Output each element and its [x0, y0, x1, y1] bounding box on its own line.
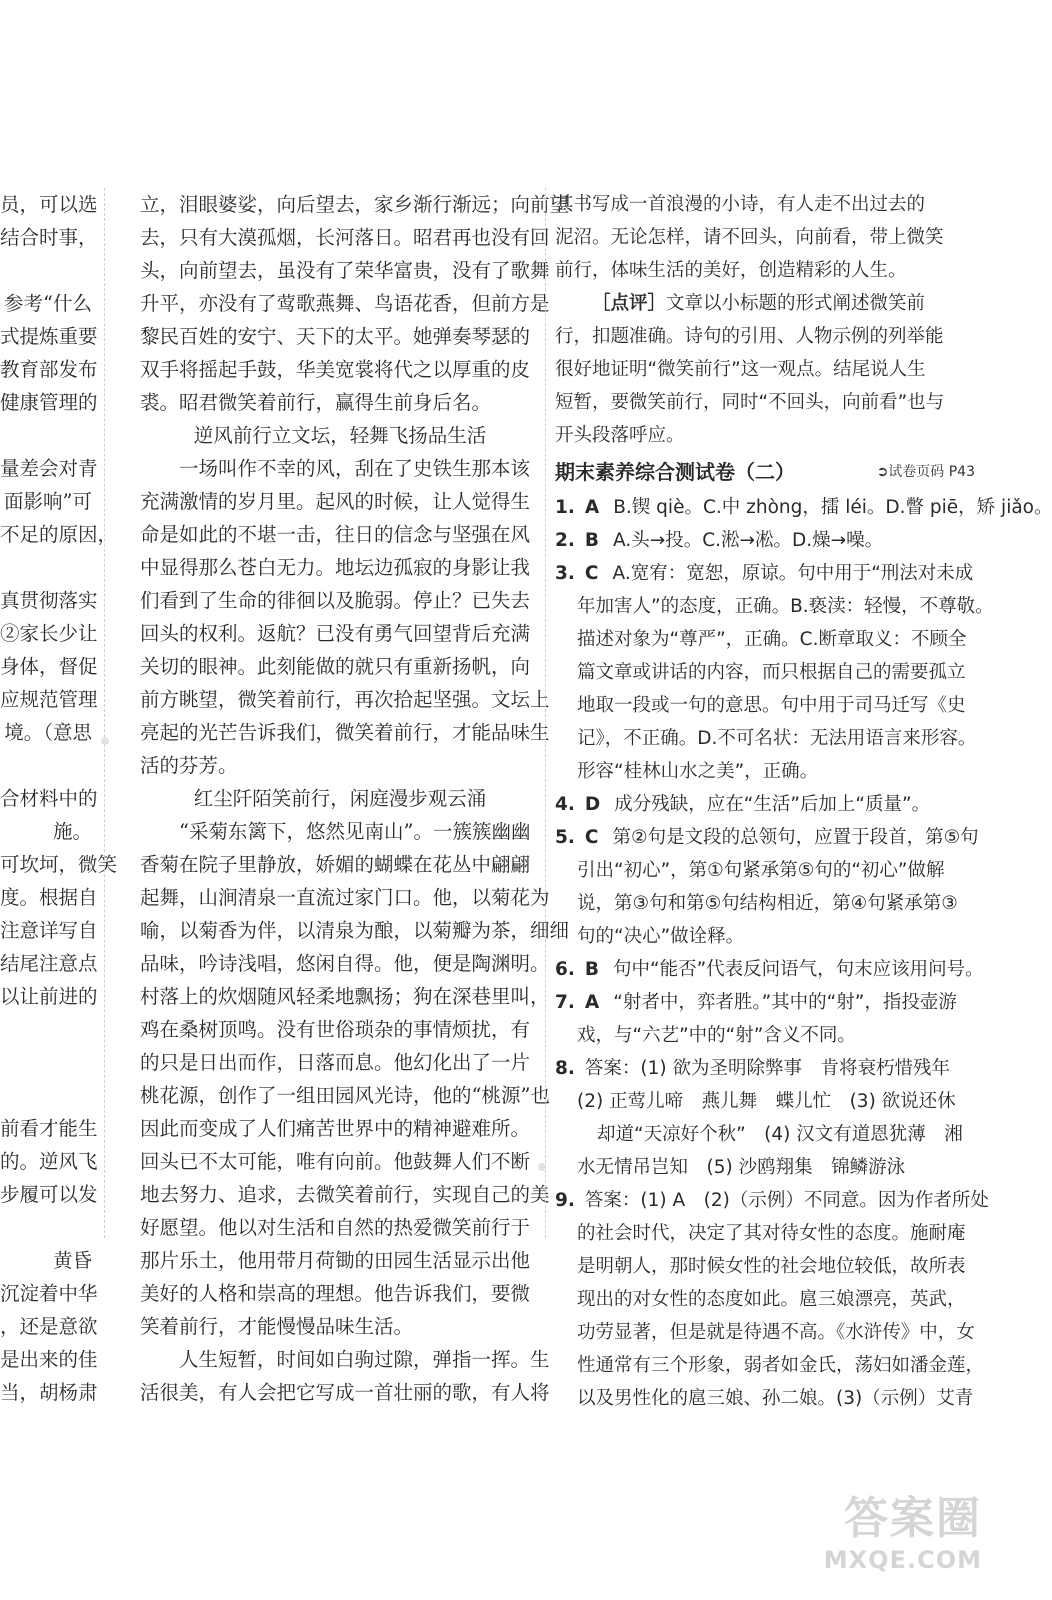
review-tag: ［点评］	[592, 293, 667, 314]
text-line: 关切的眼神。此刻能做的就只有重新扬帆，向	[140, 655, 531, 678]
text-line	[0, 1079, 100, 1112]
text-line: 度。根据自	[0, 886, 98, 909]
answer-line: 答案：(1) 欲为圣明除弊事 肯将衰朽惜残年	[584, 1058, 950, 1079]
text-line: 鸡在桑树顶鸣。没有世俗琐杂的事情烦扰，有	[140, 1018, 531, 1041]
text-line: 参考“什么	[4, 292, 92, 315]
text-line: 注意详写自	[0, 919, 98, 942]
answer-item	[555, 953, 984, 986]
text-line: 充满激情的岁月里。起风的时候，让人觉得生	[140, 490, 531, 513]
column-divider	[545, 188, 546, 1238]
text-line: 健康管理的	[0, 391, 98, 414]
answer-line: 句中“能否”代表反问语气，句末应该用问号。	[613, 959, 984, 980]
essay-ending	[555, 188, 975, 287]
text-line	[0, 1013, 100, 1046]
answer-line: 性通常有三个形象，弱者如金氏，荡妇如潘金莲，	[577, 1355, 985, 1376]
text-line: 去，只有大漠孤烟，长河落日。昭君再也没有回	[140, 226, 550, 249]
text-line: 的。逆风飞	[0, 1150, 98, 1173]
answer-choice: D	[584, 794, 601, 815]
text-line: 沉淀着中华	[0, 1282, 98, 1305]
text-line: 桃花源，创作了一组田园风光诗，他的“桃源”也	[140, 1084, 550, 1107]
answer-choice: A	[584, 497, 600, 518]
text-line: 不足的原因，	[0, 523, 118, 546]
text-line: 其书写成一首浪漫的小诗，有人走不出过去的	[555, 194, 926, 215]
answer-choice: B	[584, 530, 600, 551]
text-line: 亮起的光芒告诉我们，微笑着前行，才能品味生	[140, 721, 550, 744]
question-number: 2.	[555, 530, 575, 551]
review-line: 文章以小标题的形式阐述微笑前	[666, 293, 926, 314]
answer-line: “射者中，弈者胜。”其中的“射”，指投壶游	[613, 992, 957, 1013]
question-number: 1.	[555, 497, 575, 518]
text-line: 头，向前望去，虽没有了荣华富贵，没有了歌舞	[140, 259, 550, 282]
column-divider	[104, 188, 105, 1238]
review-paragraph	[555, 287, 975, 320]
text-line	[0, 749, 100, 782]
text-line: 教育部发布	[0, 358, 98, 381]
text-line: 回头已不太可能，唯有向前。他鼓舞人们不断	[140, 1150, 531, 1173]
answer-line: 描述对象为“尊严”，正确。C.断章取义：不顾全	[577, 629, 967, 650]
watermark-text: 答案圈	[844, 1493, 982, 1544]
text-line: 施。	[52, 820, 92, 843]
answer-item	[555, 491, 1052, 524]
text-line: 活的芬芳。	[140, 754, 238, 777]
text-line: 人生短暂，时间如白驹过隙，弹指一挥。生	[179, 1348, 550, 1371]
review-line: 开头段落呼应。	[555, 425, 685, 446]
text-line: 式提炼重要	[0, 325, 98, 348]
answer-item	[555, 986, 975, 1019]
answer-line: 第②句是文段的总领句，应置于段首，第⑤句	[612, 827, 979, 848]
question-number: 9.	[555, 1190, 575, 1211]
text-line: 升平，亦没有了莺歌燕舞、鸟语花香，但前方是	[140, 292, 550, 315]
section-header	[555, 456, 975, 489]
question-number: 6.	[555, 959, 575, 980]
left-column-fragment	[0, 188, 118, 1409]
text-line: 裘。昭君微笑着前行，赢得生前身后名。	[140, 391, 492, 414]
text-line: 中显得那么苍白无力。地坛边孤寂的身影让我	[140, 556, 531, 579]
section-title: 期末素养综合测试卷（二）	[555, 460, 795, 484]
answer-line: 记》，不正确。D.不可名状：无法用语言来形容。	[577, 728, 977, 749]
answer-line: 戏，与“六艺”中的“射”含义不同。	[577, 1025, 856, 1046]
answer-line: 以及男性化的扈三娘、孙二娘。(3)（示例）艾青	[577, 1388, 974, 1409]
text-line: 回头的权利。返航？已没有勇气回望背后充满	[140, 622, 531, 645]
text-line: 那片乐土，他用带月荷锄的田园生活显示出他	[140, 1249, 531, 1272]
answer-choice: C	[584, 827, 599, 848]
text-line: 合材料中的	[0, 787, 98, 810]
text-line: 双手将摇起手鼓，华美宽裳将代之以厚重的皮	[140, 358, 531, 381]
page-reference: ➲试卷页码 P43	[876, 464, 975, 480]
text-line: 量差会对青	[0, 457, 98, 480]
text-line: 品味，吟诗浅唱，悠闲自得。他，便是陶渊明。	[140, 952, 550, 975]
answer-line: 却道“天凉好个秋” (4) 汉文有道恩犹薄 湘	[597, 1124, 963, 1145]
text-line: 村落上的炊烟随风轻柔地飘扬；狗在深巷里叫，	[140, 985, 550, 1008]
answer-choice: A	[584, 992, 600, 1013]
text-line	[0, 551, 100, 584]
text-line: 立，泪眼婆娑，向后望去，家乡渐行渐远；向前望	[140, 193, 570, 216]
middle-column-essay	[140, 188, 570, 1409]
text-line: 香菊在院子里静放，娇媚的蝴蝶在花丛中翩翩	[140, 853, 531, 876]
answer-choice: B	[584, 959, 600, 980]
answer-item-8	[555, 1052, 975, 1085]
text-line: 黎民百姓的安宁、天下的太平。她弹奏琴瑟的	[140, 325, 531, 348]
answer-list	[555, 491, 1052, 1052]
answer-line: 篇文章或讲话的内容，而只根据自己的需要孤立	[577, 662, 966, 683]
answer-line: 引出“初心”，第①句紧承第⑤句的“初心”做解	[577, 860, 945, 881]
answer-line: 的社会时代，决定了其对待女性的态度。施耐庵	[577, 1223, 966, 1244]
text-line: 真贯彻落实	[0, 589, 98, 612]
question-number: 3.	[555, 563, 575, 584]
subheading: 逆风前行立文坛，轻舞飞扬品生活	[193, 424, 487, 447]
answer-line: 年加害人”的态度，正确。B.亵渎：轻慢，不尊敬。	[577, 596, 994, 617]
text-line: 们看到了生命的徘徊以及脆弱。停止？已失去	[140, 589, 531, 612]
answer-line: 成分残缺，应在“生活”后加上“质量”。	[614, 794, 931, 815]
text-line: 好愿望。他以对生活和自然的热爱微笑前行于	[140, 1216, 531, 1239]
answer-line: 说，第③句和第⑤句结构相近，第④句紧承第③	[577, 893, 958, 914]
answer-line: 水无情吊岂知 (5) 沙鸥翔集 锦鳞游泳	[577, 1157, 906, 1178]
text-line: 泥沼。无论怎样，请不回头，向前看，带上微笑	[555, 227, 944, 248]
answer-line: A.宽宥：宽恕，原谅。句中用于“刑法对未成	[612, 563, 974, 584]
answer-line: 句的“决心”做诠释。	[577, 926, 745, 947]
text-line	[0, 419, 100, 452]
answer-line: B.锲 qiè。C.中 zhòng，擂 léi。D.瞥 piē，矫 jiǎo。	[613, 497, 1052, 518]
question-number: 4.	[555, 794, 575, 815]
question-number: 7.	[555, 992, 575, 1013]
text-line: 面影响”可	[4, 490, 92, 513]
text-line: 因此而变成了人们痛苦世界中的精神避难所。	[140, 1117, 531, 1140]
text-line: 笑着前行，才能慢慢品味生活。	[140, 1315, 414, 1338]
answer-line: 功劳显著，但是就是待遇不高。《水浒传》中，女	[577, 1322, 975, 1343]
text-line: 是出来的佳	[0, 1348, 98, 1371]
text-line: 应规范管理	[0, 688, 98, 711]
text-line: 黄昏	[52, 1249, 92, 1272]
text-line: 喻，以菊香为伴，以清泉为酿，以菊瓣为茶，细细	[140, 919, 570, 942]
answer-item	[555, 524, 975, 557]
watermark-logo	[824, 1482, 982, 1574]
answer-line: 现出的对女性的态度如此。扈三娘漂亮，英武，	[577, 1289, 966, 1310]
review-line: 短暂，要微笑前行，同时“不回头，向前看”也与	[555, 392, 945, 413]
text-line: 命是如此的不堪一击，往日的信念与坚强在风	[140, 523, 531, 546]
question-number: 8.	[555, 1058, 575, 1079]
question-number: 5.	[555, 827, 575, 848]
text-line	[0, 254, 100, 287]
answer-item	[555, 821, 979, 854]
answer-line: 地取一段或一句的意思。句中用于司马迁写《史	[577, 695, 966, 716]
text-line: “采菊东篱下，悠然见南山”。一簇簇幽幽	[179, 820, 531, 843]
answer-item	[555, 557, 975, 590]
text-line: 美好的人格和崇高的理想。他告诉我们，要微	[140, 1282, 531, 1305]
text-line: ，还是意欲	[0, 1315, 98, 1338]
text-line: 员，可以选	[0, 193, 98, 216]
text-line: 境。（意思	[4, 721, 92, 744]
text-line: 的只是日出而作，日落而息。他幻化出了一片	[140, 1051, 531, 1074]
answer-line: 形容“桂林山水之美”，正确。	[577, 761, 819, 782]
text-line: 结尾注意点	[0, 952, 98, 975]
answer-9-body	[555, 1217, 985, 1415]
text-line: 前看才能生	[0, 1117, 98, 1140]
text-line: 一场叫作不幸的风，刮在了史铁生那本该	[179, 457, 531, 480]
text-line: 身体，督促	[0, 655, 98, 678]
text-line	[0, 1046, 100, 1079]
answer-item-9	[555, 1184, 989, 1217]
right-column-answers	[555, 188, 1052, 1415]
text-line: 可坎坷，微笑	[0, 853, 118, 876]
subheading: 红尘阡陌笑前行，闲庭漫步观云涌	[193, 787, 487, 810]
text-line: 当，胡杨肃	[0, 1381, 98, 1404]
text-line: 前行，体味生活的美好，创造精彩的人生。	[555, 260, 907, 281]
review-line: 行，扣题准确。诗句的引用、人物示例的列举能	[555, 326, 944, 347]
text-line: 地去努力、追求，去微笑着前行，实现自己的美	[140, 1183, 550, 1206]
text-line	[0, 1211, 100, 1244]
answer-line: 答案：(1) A (2)（示例）不同意。因为作者所处	[584, 1190, 989, 1211]
answer-line: (2) 正莺儿啼 燕儿舞 蝶儿忙 (3) 欲说还休	[577, 1091, 956, 1112]
scan-dot	[538, 1163, 546, 1171]
text-line: 前方眺望，微笑着前行，再次拾起坚强。文坛上	[140, 688, 550, 711]
watermark-url: MXQE.COM	[823, 1546, 982, 1574]
text-line: 活很美，有人会把它写成一首壮丽的歌，有人将	[140, 1381, 550, 1404]
text-line: 起舞，山涧清泉一直流过家门口。他，以菊花为	[140, 886, 550, 909]
text-line: 以让前进的	[0, 985, 98, 1008]
text-line: ②家长少让	[0, 622, 98, 645]
review-line: 很好地证明“微笑前行”这一观点。结尾说人生	[555, 359, 926, 380]
answer-line: 是明朝人，那时候女性的社会地位较低，故所表	[577, 1256, 966, 1277]
scan-dot	[101, 737, 109, 745]
answer-item	[555, 788, 975, 821]
text-line: 步履可以发	[0, 1183, 98, 1206]
text-line: 结合时事，	[0, 226, 98, 249]
answer-line: A.头→投。C.淞→凇。D.燥→噪。	[613, 530, 884, 551]
answer-choice: C	[584, 563, 599, 584]
